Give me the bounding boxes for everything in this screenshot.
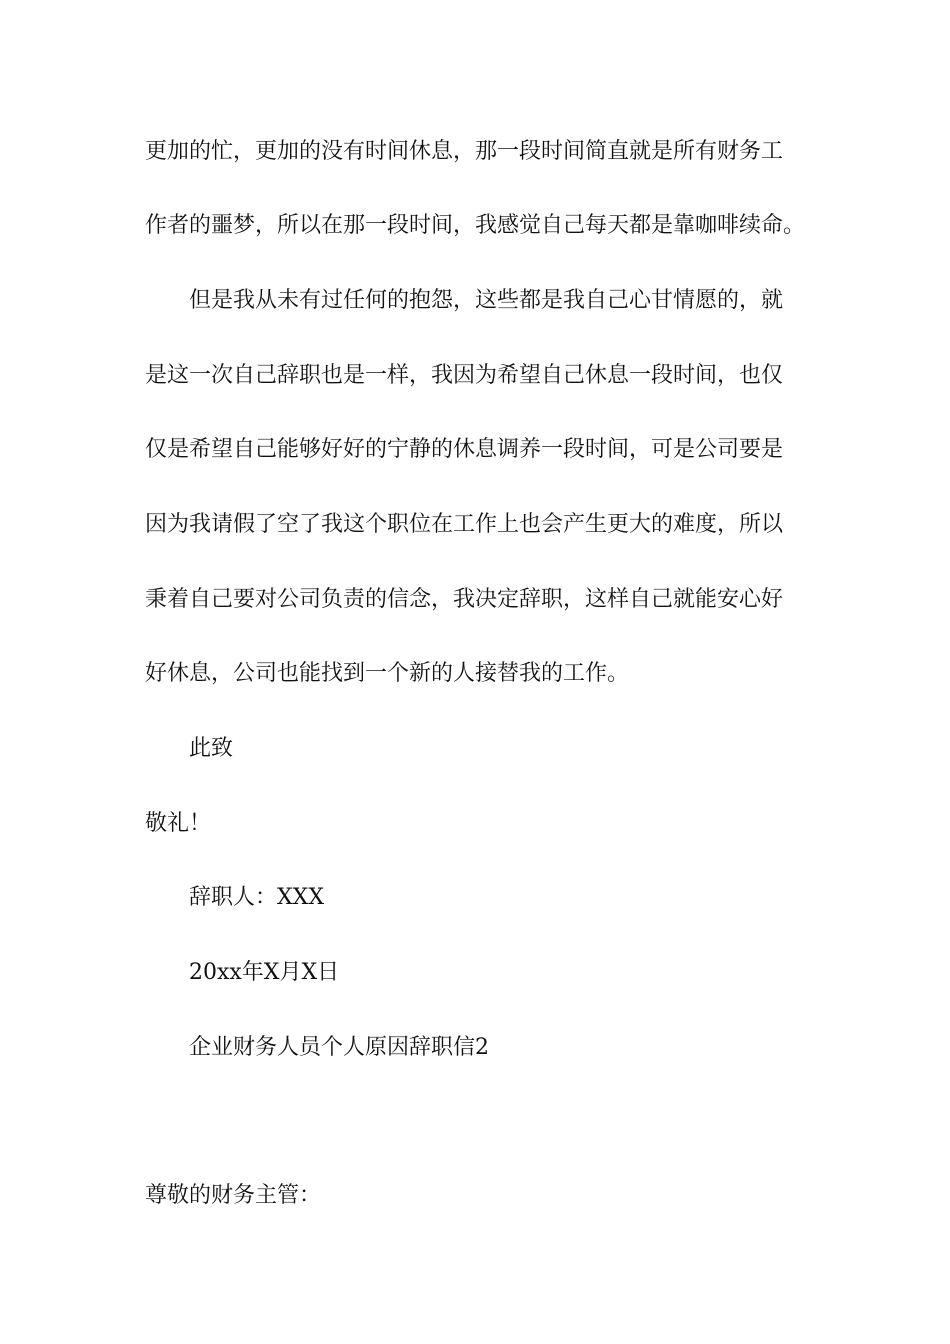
paragraph-2-line-4: 因为我请假了空了我这个职位在工作上也会产生更大的难度，所以 — [145, 512, 784, 537]
paragraph-1-line-2: 作者的噩梦，所以在那一段时间，我感觉自己每天都是靠咖啡续命。 — [145, 213, 806, 238]
salutation-line: 敬礼！ — [145, 811, 212, 836]
date-line: 20xx年X月X日 — [189, 960, 340, 985]
paragraph-1-line-1: 更加的忙，更加的没有时间休息，那一段时间简直就是所有财务工 — [145, 139, 784, 164]
next-letter-greeting: 尊敬的财务主管： — [145, 1183, 322, 1208]
paragraph-2-line-1: 但是我从未有过任何的抱怨，这些都是我自己心甘情愿的，就 — [189, 288, 784, 313]
closing-line: 此致 — [189, 736, 234, 761]
paragraph-2-line-3: 仅是希望自己能够好好的宁静的休息调养一段时间，可是公司要是 — [145, 437, 784, 462]
signer-line: 辞职人：XXX — [189, 885, 324, 910]
next-letter-title: 企业财务人员个人原因辞职信2 — [189, 1035, 489, 1060]
paragraph-2-line-2: 是这一次自己辞职也是一样，我因为希望自己休息一段时间，也仅 — [145, 363, 784, 388]
paragraph-2-line-6: 好休息，公司也能找到一个新的人接替我的工作。 — [145, 661, 630, 686]
paragraph-2-line-5: 秉着自己要对公司负责的信念，我决定辞职，这样自己就能安心好 — [145, 587, 784, 612]
